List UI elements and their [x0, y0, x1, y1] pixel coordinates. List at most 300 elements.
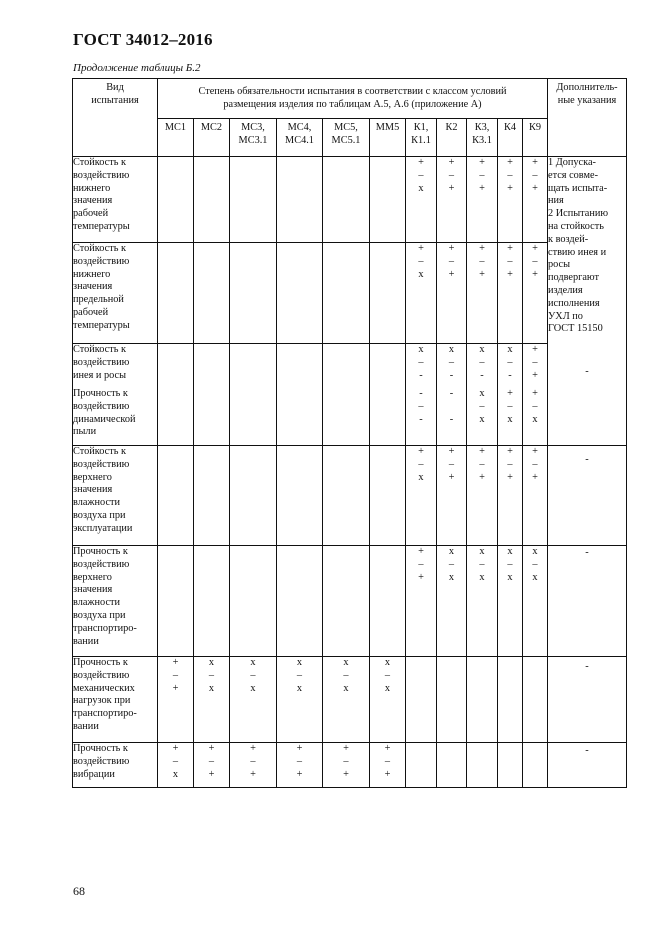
value-cell	[158, 657, 194, 743]
value-group	[158, 344, 193, 388]
value-mark: +	[172, 743, 179, 754]
value-group	[498, 344, 522, 388]
test-name-line: воздействию	[73, 558, 130, 570]
remark-line: 2 Испытанию	[548, 208, 609, 220]
value-mark: –	[343, 669, 349, 681]
value-cell	[370, 344, 406, 446]
test-name-line: температуры	[73, 319, 130, 331]
class-label: К3,	[474, 122, 490, 133]
table-row	[73, 657, 627, 743]
test-name-line: воздуха при	[73, 609, 126, 621]
value-mark: +	[532, 369, 538, 381]
value-cell	[498, 446, 523, 546]
document-title: ГОСТ 34012–2016	[73, 30, 213, 49]
table-row	[73, 344, 627, 446]
value-mark: +	[507, 182, 513, 194]
value-mark: х	[418, 268, 424, 280]
value-mark: х	[479, 546, 485, 557]
value-cell	[370, 243, 406, 344]
value-cell	[437, 344, 467, 446]
value-mark: х	[172, 768, 179, 780]
remark-line: ГОСТ 15150	[548, 323, 603, 335]
value-mark: +	[479, 243, 485, 254]
value-cell	[277, 243, 323, 344]
test-name-line: Прочность к	[73, 388, 128, 399]
value-cell	[230, 446, 277, 546]
remark-line: 1 Допуска-	[548, 157, 596, 168]
class-label: К4	[503, 122, 517, 133]
value-mark: –	[384, 755, 391, 767]
test-name-line: вибрации	[73, 768, 115, 780]
value-cell	[406, 743, 437, 788]
value-cell	[498, 657, 523, 743]
value-mark: х	[418, 182, 424, 194]
test-name-cell	[73, 743, 158, 788]
remarks-notes	[548, 157, 626, 336]
value-mark: х	[208, 657, 215, 668]
value-group	[194, 344, 229, 388]
value-mark: –	[296, 669, 303, 681]
value-mark: х	[507, 571, 513, 583]
value-mark: –	[296, 755, 303, 767]
value-cell	[498, 743, 523, 788]
value-cell	[370, 657, 406, 743]
remark-line: к воздей-	[548, 233, 589, 245]
value-mark: –	[507, 255, 513, 267]
value-mark: –	[418, 356, 424, 368]
value-mark: +	[250, 743, 256, 754]
test-name-line: воздействию	[73, 169, 130, 181]
value-cell	[323, 157, 370, 243]
header-class-cell	[467, 119, 498, 157]
value-cell	[230, 344, 277, 446]
value-cell	[370, 546, 406, 657]
test-name-line: влажности	[73, 597, 121, 609]
value-mark: +	[172, 657, 179, 668]
value-cell	[194, 657, 230, 743]
remarks-cell	[548, 743, 627, 788]
test-name-line: вании	[73, 720, 99, 732]
test-name-line: Прочность к	[73, 743, 128, 754]
value-cell	[406, 157, 437, 243]
value-mark: –	[448, 169, 455, 181]
value-mark: х	[532, 546, 538, 557]
value-cell	[323, 243, 370, 344]
value-cell	[158, 743, 194, 788]
value-group	[523, 388, 547, 426]
class-label: К1.1	[411, 134, 431, 146]
value-cell	[523, 546, 548, 657]
value-mark: х	[296, 682, 303, 694]
remark-line: ствию инея и	[548, 246, 607, 258]
value-cell	[277, 743, 323, 788]
test-name-line: воздействию	[73, 356, 130, 368]
value-cell	[437, 546, 467, 657]
value-group	[467, 388, 497, 426]
header-class-cell	[406, 119, 437, 157]
test-name-line: нижнего	[73, 268, 111, 280]
value-cell	[194, 743, 230, 788]
value-mark: +	[418, 243, 424, 254]
value-cell	[406, 446, 437, 546]
value-mark: х	[448, 571, 455, 583]
value-cell	[158, 157, 194, 243]
value-mark: +	[418, 546, 424, 557]
value-mark: –	[208, 755, 215, 767]
value-mark: –	[343, 755, 349, 767]
header-class-cell	[277, 119, 323, 157]
value-mark: –	[532, 458, 538, 470]
value-mark: +	[384, 743, 391, 754]
value-cell	[498, 546, 523, 657]
header-degree	[158, 79, 548, 119]
test-name-line: воздуха при	[73, 509, 126, 521]
value-cell	[498, 243, 523, 344]
value-group	[406, 388, 436, 426]
value-cell	[406, 344, 437, 446]
test-name-cell	[73, 344, 158, 446]
remark-line: исполнения	[548, 297, 600, 309]
value-mark: +	[479, 471, 485, 483]
value-cell	[158, 546, 194, 657]
test-name-line: транспортиро-	[73, 708, 137, 720]
value-cell	[158, 344, 194, 446]
value-mark: +	[448, 182, 455, 194]
value-cell	[323, 657, 370, 743]
value-group	[370, 344, 405, 388]
value-mark: –	[448, 458, 455, 470]
value-mark: +	[296, 743, 303, 754]
value-mark: –	[507, 458, 513, 470]
remarks-cell	[548, 157, 627, 446]
value-mark: –	[479, 169, 485, 181]
test-name-line: рабочей	[73, 306, 109, 318]
value-mark: -	[419, 413, 423, 425]
value-mark: –	[448, 558, 455, 570]
value-cell	[323, 546, 370, 657]
value-mark: х	[343, 682, 349, 694]
table-row	[73, 446, 627, 546]
test-name-cell	[73, 243, 158, 344]
test-name-line: механических	[73, 682, 135, 694]
header-class-cell	[158, 119, 194, 157]
test-name-line: значения	[73, 584, 113, 596]
class-label: К3.1	[472, 134, 492, 146]
class-label: МС5.1	[331, 134, 361, 146]
test-name-line: инея и росы	[73, 369, 127, 381]
value-mark: х	[507, 344, 513, 355]
remarks-cell	[548, 546, 627, 657]
value-mark: +	[418, 446, 424, 457]
header-class-cell	[194, 119, 230, 157]
class-label: К2	[445, 122, 458, 133]
value-cell	[194, 157, 230, 243]
value-mark: –	[532, 356, 538, 368]
value-mark: х	[479, 413, 485, 425]
test-name-group	[73, 388, 157, 439]
test-name-line: воздействию	[73, 755, 130, 767]
value-mark: х	[250, 657, 256, 668]
value-mark: –	[507, 169, 513, 181]
test-name-line: Стойкость к	[73, 446, 126, 457]
value-group	[323, 344, 369, 388]
test-name-line: влажности	[73, 497, 121, 509]
value-cell	[370, 743, 406, 788]
remark-dash: -	[585, 745, 589, 756]
value-mark: +	[532, 446, 538, 457]
table-row	[73, 243, 627, 344]
value-mark: +	[479, 182, 485, 194]
table-row	[73, 743, 627, 788]
value-mark: –	[479, 558, 485, 570]
value-cell	[194, 344, 230, 446]
header-text-line: Вид	[106, 82, 124, 93]
test-name-line: рабочей	[73, 208, 109, 220]
value-mark: х	[479, 344, 485, 355]
value-mark: +	[448, 446, 455, 457]
test-requirements-table	[72, 78, 627, 788]
value-cell	[230, 243, 277, 344]
header-text-line: Дополнитель-	[556, 82, 618, 93]
value-mark: х	[418, 471, 424, 483]
value-mark: –	[418, 458, 424, 470]
value-mark: х	[250, 682, 256, 694]
header-class-cell	[230, 119, 277, 157]
value-cell	[498, 157, 523, 243]
test-name-line: значения	[73, 484, 113, 496]
value-mark: х	[448, 344, 455, 355]
value-cell	[277, 344, 323, 446]
test-name-line: пыли	[73, 426, 97, 438]
test-name-line: воздействию	[73, 255, 130, 267]
header-text-line: испытания	[91, 94, 139, 106]
value-mark	[437, 401, 466, 414]
value-mark: +	[296, 768, 303, 780]
test-name-line: Стойкость к	[73, 157, 126, 168]
class-label: МС3.1	[238, 134, 268, 146]
value-cell	[230, 546, 277, 657]
value-cell	[437, 157, 467, 243]
test-name-cell	[73, 657, 158, 743]
value-cell	[230, 157, 277, 243]
value-cell	[406, 546, 437, 657]
header-text-line: размещения изделия по таблицам А.5, А.6 (приложение А)	[223, 98, 482, 110]
test-name-line: температуры	[73, 220, 130, 232]
value-mark: +	[250, 768, 256, 780]
class-label: К9	[528, 122, 542, 133]
remark-line: подвергают	[548, 272, 599, 284]
value-mark: +	[384, 768, 391, 780]
value-mark: +	[343, 743, 349, 754]
class-label: МС2	[200, 122, 223, 133]
value-cell	[230, 657, 277, 743]
class-label: ММ5	[375, 122, 400, 133]
value-mark: -	[419, 388, 423, 399]
remark-line: на стойкость	[548, 220, 604, 232]
value-mark: х	[448, 546, 455, 557]
header-class-cell	[437, 119, 467, 157]
test-name-line: Стойкость к	[73, 243, 126, 254]
value-mark: х	[343, 657, 349, 668]
value-mark: +	[448, 268, 455, 280]
header-class-cell	[323, 119, 370, 157]
value-cell	[370, 446, 406, 546]
value-mark: х	[479, 388, 485, 399]
value-cell	[467, 243, 498, 344]
value-mark: х	[384, 682, 391, 694]
test-name-line: Прочность к	[73, 546, 128, 557]
value-cell	[467, 344, 498, 446]
value-mark: +	[532, 268, 538, 280]
value-mark: +	[507, 388, 513, 399]
value-mark: +	[479, 157, 485, 168]
value-mark: х	[479, 571, 485, 583]
value-mark: –	[172, 669, 179, 681]
value-cell	[158, 446, 194, 546]
value-cell	[437, 743, 467, 788]
value-cell	[277, 446, 323, 546]
remark-line: ния	[548, 195, 564, 207]
value-mark: +	[343, 768, 349, 780]
header-remarks	[548, 79, 627, 157]
test-name-cell	[73, 157, 158, 243]
class-label: МС3,	[241, 122, 265, 133]
value-group	[230, 344, 276, 388]
remarks-cell	[548, 657, 627, 743]
value-mark: –	[448, 356, 455, 368]
value-cell	[158, 243, 194, 344]
value-mark: +	[448, 157, 455, 168]
value-cell	[277, 657, 323, 743]
value-mark: +	[208, 743, 215, 754]
value-mark: –	[479, 356, 485, 368]
value-mark: -	[449, 388, 454, 399]
header-class-cell	[523, 119, 548, 157]
test-name-line: воздействию	[73, 400, 130, 412]
value-mark: х	[507, 546, 513, 557]
value-mark: х	[532, 413, 538, 425]
class-label: К1,	[413, 122, 429, 133]
value-cell	[194, 243, 230, 344]
value-mark: +	[208, 768, 215, 780]
table-row	[73, 546, 627, 657]
value-mark: -	[449, 369, 454, 381]
header-class-cell	[498, 119, 523, 157]
value-cell	[467, 546, 498, 657]
value-mark: –	[507, 400, 513, 412]
value-cell	[370, 157, 406, 243]
value-group	[498, 388, 522, 426]
header-row-top	[73, 79, 627, 119]
value-mark: +	[507, 446, 513, 457]
value-mark: +	[532, 182, 538, 194]
value-cell	[323, 344, 370, 446]
test-name-line: вании	[73, 635, 99, 647]
value-mark: –	[532, 400, 538, 412]
remark-line: изделия	[548, 284, 583, 296]
value-mark: +	[479, 446, 485, 457]
test-name-line: нижнего	[73, 182, 111, 194]
value-mark: –	[479, 400, 485, 412]
value-group	[437, 388, 466, 426]
remark-line: ется совме-	[548, 169, 598, 181]
remark-dash: -	[585, 547, 589, 558]
value-mark: -	[508, 369, 512, 381]
value-cell	[437, 243, 467, 344]
test-name-line: значения	[73, 195, 113, 207]
remark-dust: -	[585, 366, 589, 378]
header-class-cell	[370, 119, 406, 157]
test-name-line: Стойкость к	[73, 344, 126, 355]
value-cell	[323, 446, 370, 546]
value-mark: +	[507, 157, 513, 168]
test-name-line: динамической	[73, 413, 136, 425]
value-mark: +	[507, 471, 513, 483]
value-cell	[406, 657, 437, 743]
value-mark: –	[532, 558, 538, 570]
value-cell	[277, 157, 323, 243]
value-mark: х	[296, 657, 303, 668]
test-name-line: Прочность к	[73, 657, 128, 668]
test-name-group	[73, 344, 157, 388]
value-mark: +	[448, 471, 455, 483]
value-mark: +	[507, 268, 513, 280]
value-mark: –	[250, 755, 256, 767]
test-name-line: предельной	[73, 294, 124, 306]
value-mark: -	[449, 413, 454, 425]
value-cell	[523, 243, 548, 344]
value-mark: +	[479, 268, 485, 280]
value-cell	[230, 743, 277, 788]
remarks-cell	[548, 446, 627, 546]
value-mark: +	[532, 471, 538, 483]
value-mark: +	[448, 243, 455, 254]
value-mark: +	[507, 243, 513, 254]
table-caption: Продолжение таблицы Б.2	[73, 62, 201, 74]
value-mark: –	[448, 255, 455, 267]
test-name-line: верхнего	[73, 471, 112, 483]
test-name-line: верхнего	[73, 571, 112, 583]
test-name-line: нагрузок при	[73, 695, 131, 707]
test-name-line: транспортиро-	[73, 622, 137, 634]
value-cell	[467, 446, 498, 546]
value-mark: –	[507, 356, 513, 368]
value-group	[467, 344, 497, 388]
value-mark: –	[507, 558, 513, 570]
value-mark: –	[418, 558, 424, 570]
value-mark: –	[532, 169, 538, 181]
value-mark: –	[479, 255, 485, 267]
value-cell	[406, 243, 437, 344]
value-cell	[323, 743, 370, 788]
test-name-line: воздействию	[73, 669, 130, 681]
class-label: МС4,	[287, 122, 312, 133]
value-group	[523, 344, 547, 388]
value-cell	[523, 743, 548, 788]
class-label: МС1	[164, 122, 187, 133]
value-mark: +	[532, 344, 538, 355]
value-mark: +	[418, 571, 424, 583]
value-mark: –	[250, 669, 256, 681]
value-group	[437, 344, 466, 388]
value-mark: -	[480, 369, 484, 381]
header-text-line: ные указания	[557, 94, 617, 106]
value-cell	[437, 657, 467, 743]
value-cell	[467, 657, 498, 743]
table-row	[73, 157, 627, 243]
value-mark: +	[532, 388, 538, 399]
value-mark: –	[532, 255, 538, 267]
